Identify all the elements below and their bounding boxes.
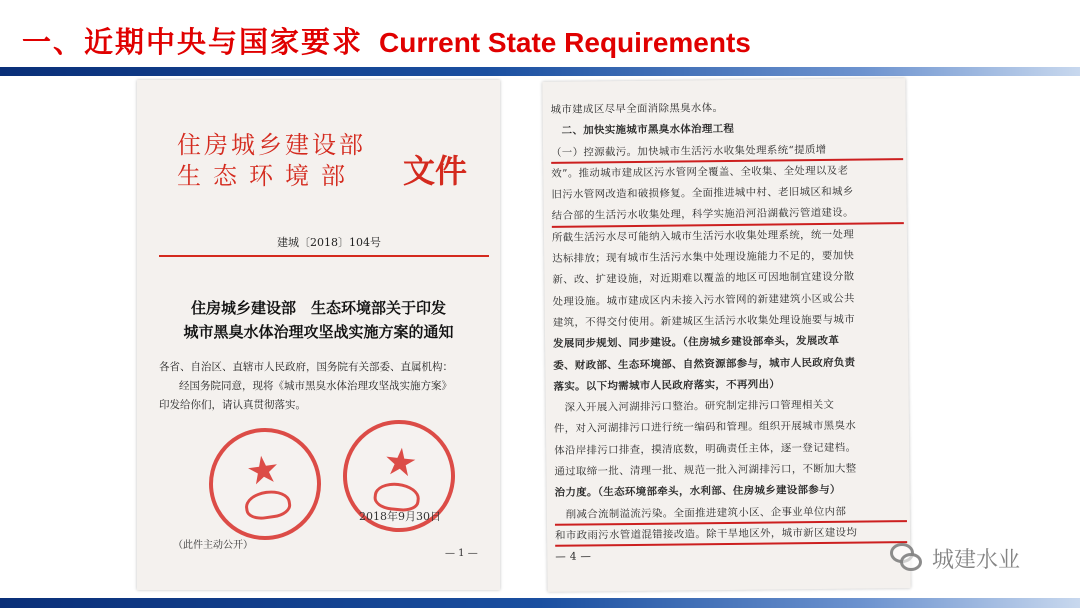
text-line: 城市建成区尽早全面消除黑臭水体。 bbox=[550, 102, 724, 116]
text-line: 削减合流制溢流污染。全面推进建筑小区、企事业单位内部 bbox=[555, 501, 907, 526]
notice-title-line-2: 城市黑臭水体治理攻坚战实施方案的通知 bbox=[183, 323, 454, 341]
document-date: 2018年9月30日 bbox=[359, 510, 441, 523]
document-type-label: 文件 bbox=[403, 152, 468, 190]
slide-title-english: Current State Requirements bbox=[379, 27, 751, 58]
header-divider-bar bbox=[0, 67, 1080, 76]
wechat-icon bbox=[890, 541, 924, 575]
section-heading: 二、加快实施城市黑臭水体治理工程 bbox=[550, 123, 735, 138]
body-line-2: 印发给你们，请认真贯彻落实。 bbox=[159, 399, 306, 411]
text-line: 通过取缔一批、清理一批、规范一批入河湖排污口，不断加大整 bbox=[554, 462, 857, 478]
footer-divider-bar bbox=[0, 598, 1080, 608]
page-number: — 4 — bbox=[555, 550, 592, 564]
notice-body bbox=[159, 358, 489, 415]
page-number: — 1 — bbox=[445, 548, 478, 559]
official-seal-housing bbox=[202, 421, 328, 547]
text-line: （一）控源截污。加快城市生活污水收集处理系统“提质增 bbox=[551, 139, 903, 164]
text-line: 结合部的生活污水收集处理，科学实施沿河沿湖截污管道建设。 bbox=[552, 203, 904, 228]
text-line: 所截生活污水尽可能纳入城市生活污水收集处理系统，统一处理 bbox=[551, 228, 855, 244]
document-body-text bbox=[551, 96, 908, 568]
text-line: 治力度。（生态环境部牵头，水利部、住房城乡建设部参与） bbox=[554, 484, 841, 500]
document-cover-photo bbox=[137, 80, 500, 590]
notice-title bbox=[137, 296, 500, 344]
issuer-line-2: 生态环境部 bbox=[177, 162, 357, 190]
text-line: 效”。推动城市建成区污水管网全覆盖、全收集、全处理以及老 bbox=[551, 164, 849, 180]
text-line: 落实。以下均需城市人民政府落实，不再列出） bbox=[553, 378, 781, 393]
text-line: 新、改、扩建设施，对近期难以覆盖的地区可因地制宜建设分散 bbox=[552, 271, 855, 287]
text-line: 发展同步规划、同步建设。（住房城乡建设部牵头，发展改革 bbox=[553, 335, 840, 351]
text-line: 旧污水管网改造和破损修复。全面推进城中村、老旧城区和城乡 bbox=[551, 185, 854, 202]
star-icon: ★ bbox=[381, 438, 420, 486]
watermark-text: 城建水业 bbox=[932, 547, 1021, 573]
body-line-1: 经国务院同意，现将《城市黑臭水体治理攻坚战实施方案》 bbox=[179, 380, 452, 392]
text-line: 建筑，不得交付使用。新建城区生活污水收集处理设施要与城市 bbox=[552, 313, 856, 329]
issuer-names bbox=[177, 130, 366, 192]
recipients-line: 各省、自治区、直辖市人民政府，国务院有关部委、直属机构： bbox=[159, 361, 453, 373]
star-icon: ★ bbox=[243, 445, 283, 495]
document-number: 建城〔2018〕104号 bbox=[277, 236, 381, 249]
slide-title-chinese: 一、近期中央与国家要求 bbox=[22, 25, 364, 59]
text-line: 深入开展入河湖排污口整治。研究制定排污口管理相关文 bbox=[553, 399, 835, 414]
red-divider-rule bbox=[159, 255, 489, 257]
source-watermark bbox=[890, 538, 1020, 578]
notice-title-line-1: 住房城乡建设部 生态环境部关于印发 bbox=[190, 299, 446, 317]
text-line: 件，对入河湖排污口进行统一编码和管理。组织开展城市黑臭水 bbox=[553, 420, 857, 436]
text-line: 体沿岸排污口排查，摸清底数，明确责任主体，逐一登记建档。 bbox=[554, 441, 857, 457]
text-line: 和市政雨污水管道混错接改造。除干旱地区外，城市新区建设均 bbox=[555, 522, 907, 547]
document-page-photo bbox=[542, 78, 910, 592]
slide-title bbox=[22, 20, 751, 60]
public-disclosure-note: （此件主动公开） bbox=[173, 540, 253, 551]
issuer-line-1: 住房城乡建设部 bbox=[177, 131, 366, 159]
text-line: 达标排放；现有城市生活污水集中处理设施能力不足的，要加快 bbox=[552, 249, 855, 265]
text-line: 处理设施。城市建成区内未接入污水管网的新建建筑小区或公共 bbox=[552, 292, 855, 308]
text-line: 委、财政部、生态环境部、自然资源部参与，城市人民政府负责 bbox=[553, 356, 856, 372]
